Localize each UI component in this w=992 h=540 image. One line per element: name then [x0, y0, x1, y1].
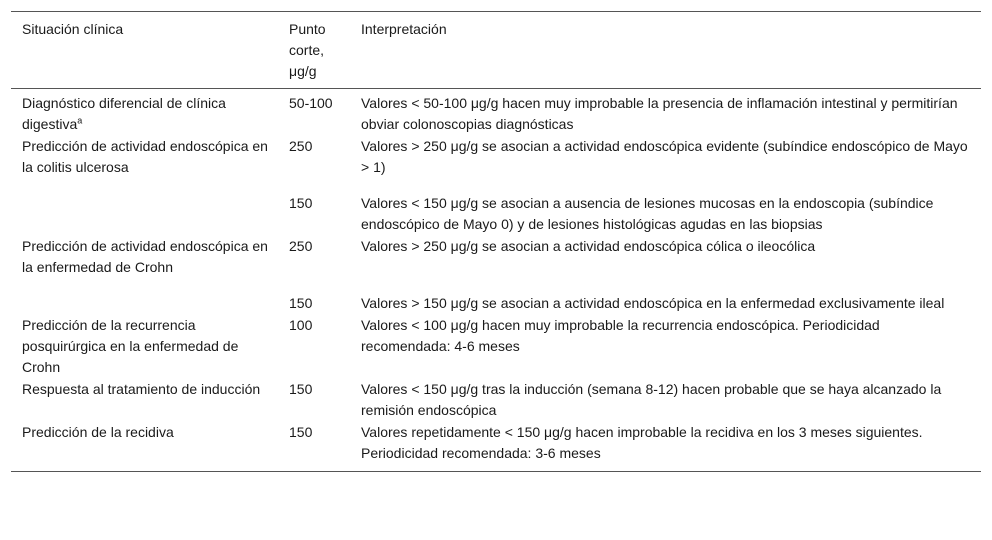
cell-situacion — [11, 279, 279, 315]
cell-situacion — [11, 89, 279, 137]
cell-interpretacion: Valores repetidamente < 150 μg/g hacen improbable la recidiva en los 3 meses siguientes. Periodicidad recomendada: 3-6 meses — [361, 424, 923, 461]
cell-interpretacion: Valores < 150 μg/g tras la inducción (semana 8-12) hacen probable que se haya alcanzado la remisión endoscópica — [361, 381, 942, 418]
cell-situacion: Predicción de actividad endoscópica en la colitis ulcerosa — [22, 138, 268, 175]
cell-punto-corte: 100 — [289, 317, 313, 333]
cell-punto-corte: 250 — [289, 238, 313, 254]
situacion-text: Diagnóstico diferencial de clínica digestiva — [22, 95, 226, 132]
header-situacion: Situación clínica — [22, 21, 124, 37]
header-row — [11, 12, 981, 89]
header-punto-corte: Punto corte, μg/g — [289, 21, 326, 79]
cell-situacion: Predicción de la recidiva — [22, 424, 174, 440]
cell-punto-corte: 150 — [289, 195, 313, 211]
cell-interpretacion: Valores < 150 μg/g se asocian a ausencia de lesiones mucosas en la endoscopia (subíndice endoscópico de Mayo 0) y de lesiones histológicas agudas en las biopsias — [361, 195, 934, 232]
footnote-marker: a — [77, 115, 83, 126]
cell-punto-corte: 250 — [289, 138, 313, 154]
header-interpretacion: Interpretación — [361, 21, 447, 37]
cell-situacion: Predicción de la recurrencia posquirúrgica en la enfermedad de Crohn — [22, 317, 239, 375]
cell-interpretacion: Valores < 100 μg/g hacen muy improbable la recurrencia endoscópica. Periodicidad recomendada: 4-6 meses — [361, 317, 880, 354]
table-header — [11, 12, 981, 89]
cell-interpretacion: Valores > 250 μg/g se asocian a actividad endoscópica cólica o ileocólica — [361, 238, 816, 254]
table-row — [11, 179, 981, 236]
cell-punto-corte: 150 — [289, 424, 313, 440]
table-row — [11, 236, 981, 279]
table-row — [11, 279, 981, 315]
cell-situacion: Predicción de actividad endoscópica en la enfermedad de Crohn — [22, 238, 268, 275]
table-row — [11, 136, 981, 179]
table-row — [11, 315, 981, 379]
table-body — [11, 89, 981, 472]
cell-interpretacion: Valores < 50-100 μg/g hacen muy improbable la presencia de inflamación intestinal y permitirían obviar colonoscopias diagnósticas — [361, 95, 958, 132]
table-row — [11, 379, 981, 422]
table-row — [11, 422, 981, 472]
cell-interpretacion: Valores > 150 μg/g se asocian a actividad endoscópica en la enfermedad exclusivamente ileal — [361, 295, 945, 311]
cell-punto-corte: 50-100 — [289, 95, 333, 111]
calprotectin-table — [11, 11, 981, 472]
cell-punto-corte: 150 — [289, 295, 313, 311]
cell-interpretacion: Valores > 250 μg/g se asocian a actividad endoscópica evidente (subíndice endoscópico de Mayo > 1) — [361, 138, 968, 175]
cell-situacion — [11, 179, 279, 236]
cell-punto-corte: 150 — [289, 381, 313, 397]
cell-situacion: Respuesta al tratamiento de inducción — [22, 381, 261, 397]
table-row — [11, 89, 981, 137]
